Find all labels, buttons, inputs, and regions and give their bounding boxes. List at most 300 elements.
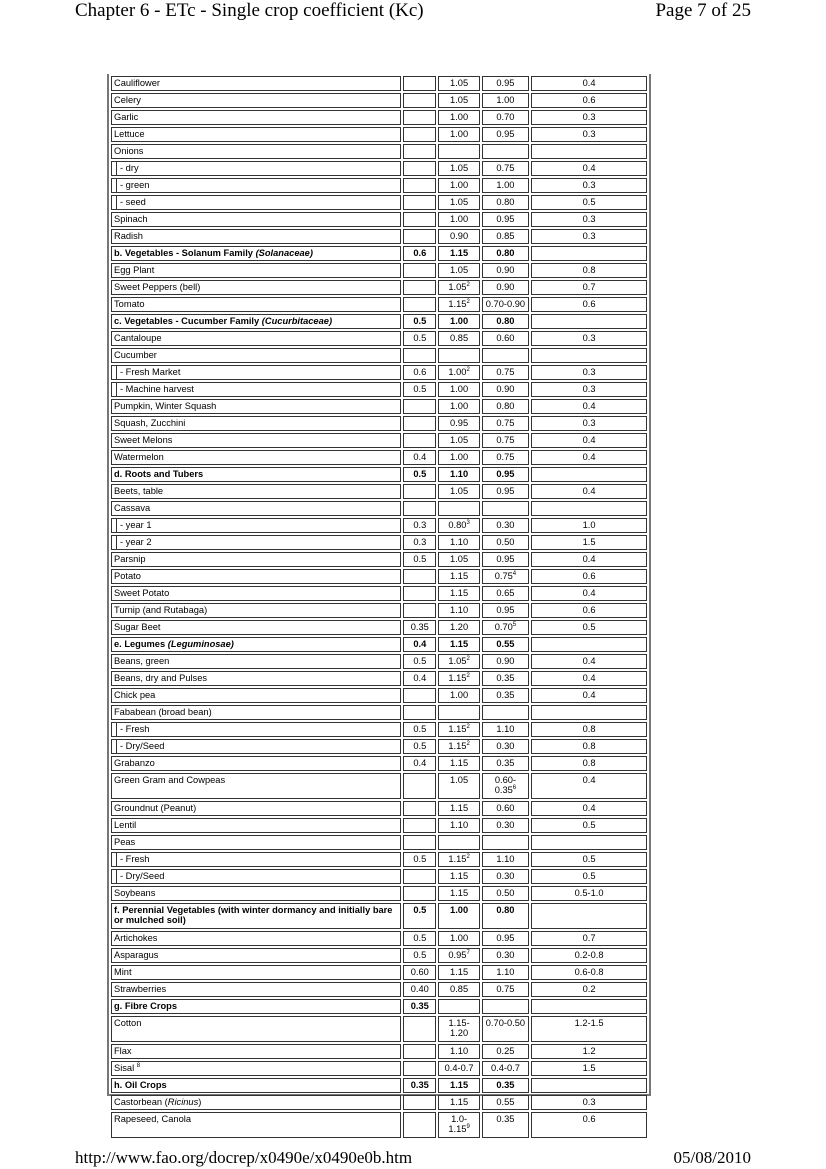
max-height-cell — [531, 178, 647, 193]
table-section-row — [111, 314, 647, 329]
kc-end-cell — [482, 982, 529, 997]
cell-value: 1.00 — [450, 452, 469, 462]
cell-value: 0.75 — [496, 163, 515, 173]
kc-mid-cell — [438, 178, 479, 193]
max-height-cell — [531, 569, 647, 584]
cell-value: 0.30 — [496, 950, 515, 960]
crop-name-cell — [111, 869, 401, 884]
cell-value: 0.95 — [496, 214, 515, 224]
indent-marker — [111, 852, 117, 867]
crop-name-cell — [111, 263, 401, 278]
cell-value: 0.75 — [496, 435, 515, 445]
crop-name-cell — [111, 982, 401, 997]
cell-value: 0.8 — [582, 758, 596, 768]
cell-value: 0.4 — [582, 588, 596, 598]
max-height-cell — [531, 450, 647, 465]
table-row — [111, 348, 647, 363]
kc-ini-cell — [403, 931, 436, 946]
cell-value: 0.70-0.50 — [485, 1018, 526, 1028]
kc-mid-cell — [438, 722, 479, 737]
crop-name-cell — [111, 178, 401, 193]
kc-ini-cell — [403, 569, 436, 584]
kc-end-cell — [482, 518, 529, 533]
max-height-cell — [531, 399, 647, 414]
table-row — [111, 110, 647, 125]
indent-marker — [111, 382, 117, 397]
cell-value: 0.85 — [496, 231, 515, 241]
cell-value: 0.4 — [582, 656, 596, 666]
kc-ini-cell — [403, 246, 436, 261]
crop-name: Castorbean — [114, 1097, 163, 1107]
table-row — [111, 161, 647, 176]
kc-mid-cell — [438, 93, 479, 108]
footnote-ref: 2 — [466, 741, 470, 747]
max-height-cell — [531, 620, 647, 635]
cell-value: 0.4 — [582, 803, 596, 813]
crop-name: - Dry/Seed — [120, 741, 165, 751]
crop-name: Sweet Potato — [114, 588, 170, 598]
table-row — [111, 756, 647, 771]
cell-value: 0.3 — [413, 520, 427, 530]
cell-value: 1.20 — [450, 622, 469, 632]
cell-value: 1.15-1.20 — [448, 1018, 470, 1038]
kc-mid-cell — [438, 433, 479, 448]
kc-ini-cell — [403, 416, 436, 431]
max-height-cell — [531, 835, 647, 850]
crop-name: Green Gram and Cowpeas — [114, 775, 226, 785]
max-height-cell — [531, 801, 647, 816]
cell-value: 0.5 — [582, 854, 596, 864]
kc-mid-cell — [438, 869, 479, 884]
cell-value: 0.4 — [413, 639, 427, 649]
kc-ini-cell — [403, 212, 436, 227]
kc-end-cell — [482, 297, 529, 312]
crop-name-cell — [111, 161, 401, 176]
crop-name: f. Perennial Vegetables (with winter dormancy and initially bare or mulched soil) — [114, 905, 393, 925]
cell-value: 0.70-0.90 — [485, 299, 526, 309]
latin-name: Ricinus — [167, 1097, 199, 1107]
kc-ini-cell — [403, 1044, 436, 1059]
kc-end-cell — [482, 999, 529, 1014]
cell-value: 0.4 — [582, 775, 596, 785]
cell-value: 0.30 — [496, 871, 515, 881]
cell-value: 0.5 — [413, 316, 427, 326]
crop-name-cell: Castorbean (Ricinus) — [111, 1095, 401, 1110]
kc-end-cell — [482, 903, 529, 929]
kc-mid-cell — [438, 886, 479, 901]
max-height-cell — [531, 999, 647, 1014]
cell-value: 1.00 — [496, 180, 515, 190]
kc-ini-cell — [403, 1016, 436, 1042]
cell-value: 0.5 — [413, 469, 427, 479]
crop-name: h. Oil Crops — [114, 1080, 167, 1090]
crop-name-cell — [111, 433, 401, 448]
cell-value: 0.35 — [496, 1114, 515, 1124]
cell-value: 0.6 — [413, 367, 427, 377]
kc-ini-cell — [403, 965, 436, 980]
kc-ini-cell — [403, 297, 436, 312]
crop-name: - Fresh — [120, 724, 150, 734]
max-height-cell — [531, 773, 647, 799]
kc-mid-cell — [438, 835, 479, 850]
max-height-cell — [531, 212, 647, 227]
kc-ini-cell — [403, 195, 436, 210]
max-height-cell — [531, 93, 647, 108]
crop-name-cell — [111, 801, 401, 816]
cell-value: 0.4 — [582, 486, 596, 496]
kc-end-cell — [482, 1061, 529, 1076]
max-height-cell — [531, 886, 647, 901]
cell-value: 1.2-1.5 — [574, 1018, 604, 1028]
footnote-ref: 4 — [512, 571, 517, 577]
cell-value: 1.2 — [582, 1046, 596, 1056]
cell-value: 0.85 — [450, 984, 469, 994]
max-height-cell — [531, 903, 647, 929]
crop-name-cell — [111, 93, 401, 108]
crop-name: Lentil — [114, 820, 137, 830]
kc-mid-cell — [438, 982, 479, 997]
max-height-cell — [531, 535, 647, 550]
cell-value: 0.70 — [496, 112, 515, 122]
cell-value: 0.6 — [582, 299, 596, 309]
cell-value: 0.35 — [410, 1001, 429, 1011]
cell-value: 0.35 — [410, 1080, 429, 1090]
kc-ini-cell — [403, 1095, 436, 1110]
kc-end-cell — [482, 76, 529, 91]
crop-name-cell — [111, 739, 401, 754]
table-row — [111, 450, 647, 465]
cell-value: 0.4 — [582, 435, 596, 445]
table-row — [111, 484, 647, 499]
cell-value: 0.4 — [582, 673, 596, 683]
cell-value: 0.80 — [496, 197, 515, 207]
cell-value: 0.95 — [496, 129, 515, 139]
crop-name-cell — [111, 688, 401, 703]
cell-value: 1.15 — [450, 758, 469, 768]
kc-mid-cell — [438, 76, 479, 91]
crop-name-cell — [111, 773, 401, 799]
cell-value: 0.6 — [582, 95, 596, 105]
cell-value: 0.3 — [582, 384, 596, 394]
kc-ini-cell — [403, 756, 436, 771]
table-row — [111, 654, 647, 669]
table-row — [111, 552, 647, 567]
crop-name: Soybeans — [114, 888, 156, 898]
cell-value: 0.60-0.35 — [494, 775, 517, 795]
cell-value: 0.25 — [496, 1046, 515, 1056]
kc-ini-cell — [403, 835, 436, 850]
table-row — [111, 620, 647, 635]
kc-mid-cell — [438, 903, 479, 929]
kc-mid-cell — [438, 756, 479, 771]
table-row — [111, 705, 647, 720]
crop-name-cell — [111, 931, 401, 946]
max-height-cell — [531, 297, 647, 312]
kc-mid-cell — [438, 1078, 479, 1093]
kc-mid-cell — [438, 399, 479, 414]
crop-name-cell — [111, 144, 401, 159]
kc-ini-cell — [403, 999, 436, 1014]
max-height-cell — [531, 1078, 647, 1093]
crop-name-cell — [111, 705, 401, 720]
kc-end-cell — [482, 1044, 529, 1059]
kc-ini-cell — [403, 348, 436, 363]
crop-name-cell — [111, 886, 401, 901]
crop-name: Egg Plant — [114, 265, 155, 275]
kc-mid-cell — [438, 365, 479, 380]
max-height-cell — [531, 501, 647, 516]
kc-mid-cell — [438, 948, 479, 963]
kc-end-cell — [482, 450, 529, 465]
kc-end-cell — [482, 229, 529, 244]
kc-ini-cell — [403, 654, 436, 669]
cell-value: 1.15 — [448, 724, 467, 734]
table-row — [111, 263, 647, 278]
max-height-cell — [531, 76, 647, 91]
cell-value: 0.90 — [496, 282, 515, 292]
kc-mid-cell — [438, 467, 479, 482]
cell-value: 0.35 — [496, 758, 515, 768]
kc-end-cell — [482, 246, 529, 261]
cell-value: 0.60 — [410, 967, 429, 977]
kc-mid-cell — [438, 637, 479, 652]
table-section-row — [111, 1078, 647, 1093]
crop-name: Mint — [114, 967, 132, 977]
indent-marker — [111, 722, 117, 737]
cell-value: 0.50 — [496, 537, 515, 547]
crop-name-cell — [111, 671, 401, 686]
cell-value: 0.5 — [413, 384, 427, 394]
cell-value: 0.70 — [494, 622, 513, 632]
cell-value: 0.30 — [496, 520, 515, 530]
crop-name: Garlic — [114, 112, 139, 122]
crop-name: Sisal — [114, 1063, 135, 1073]
kc-ini-cell — [403, 1112, 436, 1138]
kc-mid-cell — [438, 654, 479, 669]
footnote-ref: 2 — [466, 724, 470, 730]
cell-value: 0.4 — [582, 554, 596, 564]
cell-value: 0.6 — [582, 1114, 596, 1124]
max-height-cell — [531, 852, 647, 867]
max-height-cell — [531, 280, 647, 295]
kc-mid-cell — [438, 314, 479, 329]
cell-value: 0.5 — [413, 724, 427, 734]
kc-ini-cell — [403, 518, 436, 533]
crop-name: Cucumber — [114, 350, 157, 360]
crop-name: Turnip (and Rutabaga) — [114, 605, 208, 615]
max-height-cell — [531, 433, 647, 448]
kc-ini-cell — [403, 886, 436, 901]
crop-name: Spinach — [114, 214, 148, 224]
kc-mid-cell — [438, 1044, 479, 1059]
crop-name-cell — [111, 637, 401, 652]
max-height-cell — [531, 110, 647, 125]
max-height-cell — [531, 982, 647, 997]
max-height-cell — [531, 1016, 647, 1042]
crop-name-cell — [111, 1112, 401, 1138]
family-latin-name: (Leguminosae) — [167, 639, 234, 649]
kc-ini-cell — [403, 903, 436, 929]
family-latin-name: (Solanaceae) — [255, 248, 313, 258]
kc-end-cell — [482, 178, 529, 193]
crop-name: Sweet Peppers (bell) — [114, 282, 201, 292]
crop-coefficient-table-frame — [107, 74, 651, 1134]
kc-end-cell — [482, 263, 529, 278]
table-row — [111, 869, 647, 884]
kc-ini-cell — [403, 161, 436, 176]
crop-name-cell — [111, 620, 401, 635]
kc-mid-cell — [438, 297, 479, 312]
table-row — [111, 852, 647, 867]
kc-end-cell — [482, 416, 529, 431]
crop-name-cell — [111, 965, 401, 980]
cell-value: 0.4 — [413, 758, 427, 768]
crop-name-cell — [111, 280, 401, 295]
kc-end-cell — [482, 722, 529, 737]
crop-name-cell — [111, 501, 401, 516]
table-row — [111, 331, 647, 346]
footnote-ref: 2 — [466, 656, 470, 662]
cell-value: 1.00 — [450, 214, 469, 224]
crop-name: Flax — [114, 1046, 132, 1056]
kc-ini-cell — [403, 467, 436, 482]
max-height-cell — [531, 705, 647, 720]
table-row — [111, 982, 647, 997]
kc-ini-cell — [403, 705, 436, 720]
cell-value: 0.80 — [496, 316, 515, 326]
footnote-ref: 9 — [466, 1124, 470, 1130]
table-row — [111, 144, 647, 159]
table-row — [111, 501, 647, 516]
cell-value: 1.05 — [450, 265, 469, 275]
crop-name-cell — [111, 297, 401, 312]
cell-value: 0.90 — [496, 265, 515, 275]
cell-value: 1.15 — [450, 571, 469, 581]
max-height-cell — [531, 586, 647, 601]
source-url: http://www.fao.org/docrep/x0490e/x0490e0b.htm — [75, 1148, 413, 1167]
kc-end-cell — [482, 110, 529, 125]
cell-value: 0.95 — [496, 78, 515, 88]
cell-value: 0.80 — [448, 520, 467, 530]
cell-value: 0.60 — [496, 803, 515, 813]
kc-end-cell — [482, 852, 529, 867]
kc-ini-cell — [403, 620, 436, 635]
cell-value: 0.95 — [496, 605, 515, 615]
max-height-cell — [531, 314, 647, 329]
kc-ini-cell — [403, 722, 436, 737]
cell-value: 0.95 — [450, 418, 469, 428]
kc-end-cell — [482, 620, 529, 635]
table-row — [111, 931, 647, 946]
kc-ini-cell — [403, 144, 436, 159]
max-height-cell — [531, 331, 647, 346]
kc-mid-cell — [438, 620, 479, 635]
kc-end-cell — [482, 161, 529, 176]
max-height-cell — [531, 365, 647, 380]
kc-end-cell — [482, 835, 529, 850]
cell-value: 0.5-1.0 — [574, 888, 604, 898]
crop-name-cell — [111, 195, 401, 210]
kc-mid-cell — [438, 127, 479, 142]
crop-name: Sweet Melons — [114, 435, 173, 445]
kc-end-cell — [482, 801, 529, 816]
crop-name-cell — [111, 852, 401, 867]
cell-value: 0.3 — [582, 180, 596, 190]
kc-mid-cell — [438, 263, 479, 278]
indent-marker — [111, 869, 117, 884]
kc-mid-cell — [438, 1095, 479, 1110]
cell-value: 0.75 — [496, 452, 515, 462]
crop-name-cell — [111, 212, 401, 227]
cell-value: 0.5 — [582, 197, 596, 207]
kc-end-cell — [482, 965, 529, 980]
kc-mid-cell — [438, 535, 479, 550]
table-row — [111, 886, 647, 901]
table-row — [111, 948, 647, 963]
kc-ini-cell — [403, 801, 436, 816]
table-row — [111, 229, 647, 244]
crop-name-cell — [111, 603, 401, 618]
indent-marker — [111, 518, 117, 533]
kc-end-cell — [482, 1112, 529, 1138]
kc-mid-cell — [438, 603, 479, 618]
cell-value: 0.5 — [582, 622, 596, 632]
cell-value: 0.3 — [582, 112, 596, 122]
kc-mid-cell — [438, 773, 479, 799]
kc-end-cell — [482, 467, 529, 482]
kc-mid-cell — [438, 195, 479, 210]
table-row — [111, 818, 647, 833]
cell-value: 0.5 — [413, 554, 427, 564]
max-height-cell — [531, 654, 647, 669]
footnote-ref: 8 — [136, 1063, 141, 1069]
cell-value: 1.10 — [450, 469, 469, 479]
kc-ini-cell — [403, 688, 436, 703]
table-row — [111, 212, 647, 227]
kc-end-cell — [482, 586, 529, 601]
kc-end-cell — [482, 671, 529, 686]
kc-mid-cell — [438, 331, 479, 346]
cell-value: 0.5 — [413, 905, 427, 915]
crop-name: Radish — [114, 231, 143, 241]
cell-value: 0.3 — [582, 231, 596, 241]
table-row — [111, 93, 647, 108]
cell-value: 0.5 — [582, 820, 596, 830]
kc-mid-cell — [438, 931, 479, 946]
cell-value: 0.40 — [410, 984, 429, 994]
max-height-cell — [531, 263, 647, 278]
kc-mid-cell — [438, 246, 479, 261]
kc-end-cell — [482, 535, 529, 550]
kc-ini-cell — [403, 365, 436, 380]
cell-value: 1.5 — [582, 537, 596, 547]
kc-mid-cell — [438, 144, 479, 159]
table-row — [111, 297, 647, 312]
cell-value: 0.60 — [496, 333, 515, 343]
crop-name: - Dry/Seed — [120, 871, 165, 881]
kc-end-cell — [482, 212, 529, 227]
cell-value: 1.15 — [450, 1080, 469, 1090]
table-row — [111, 76, 647, 91]
kc-ini-cell — [403, 739, 436, 754]
kc-ini-cell — [403, 671, 436, 686]
table-row — [111, 801, 647, 816]
kc-end-cell — [482, 603, 529, 618]
table-section-row — [111, 637, 647, 652]
cell-value: 1.05 — [448, 282, 467, 292]
kc-end-cell — [482, 739, 529, 754]
kc-ini-cell — [403, 637, 436, 652]
